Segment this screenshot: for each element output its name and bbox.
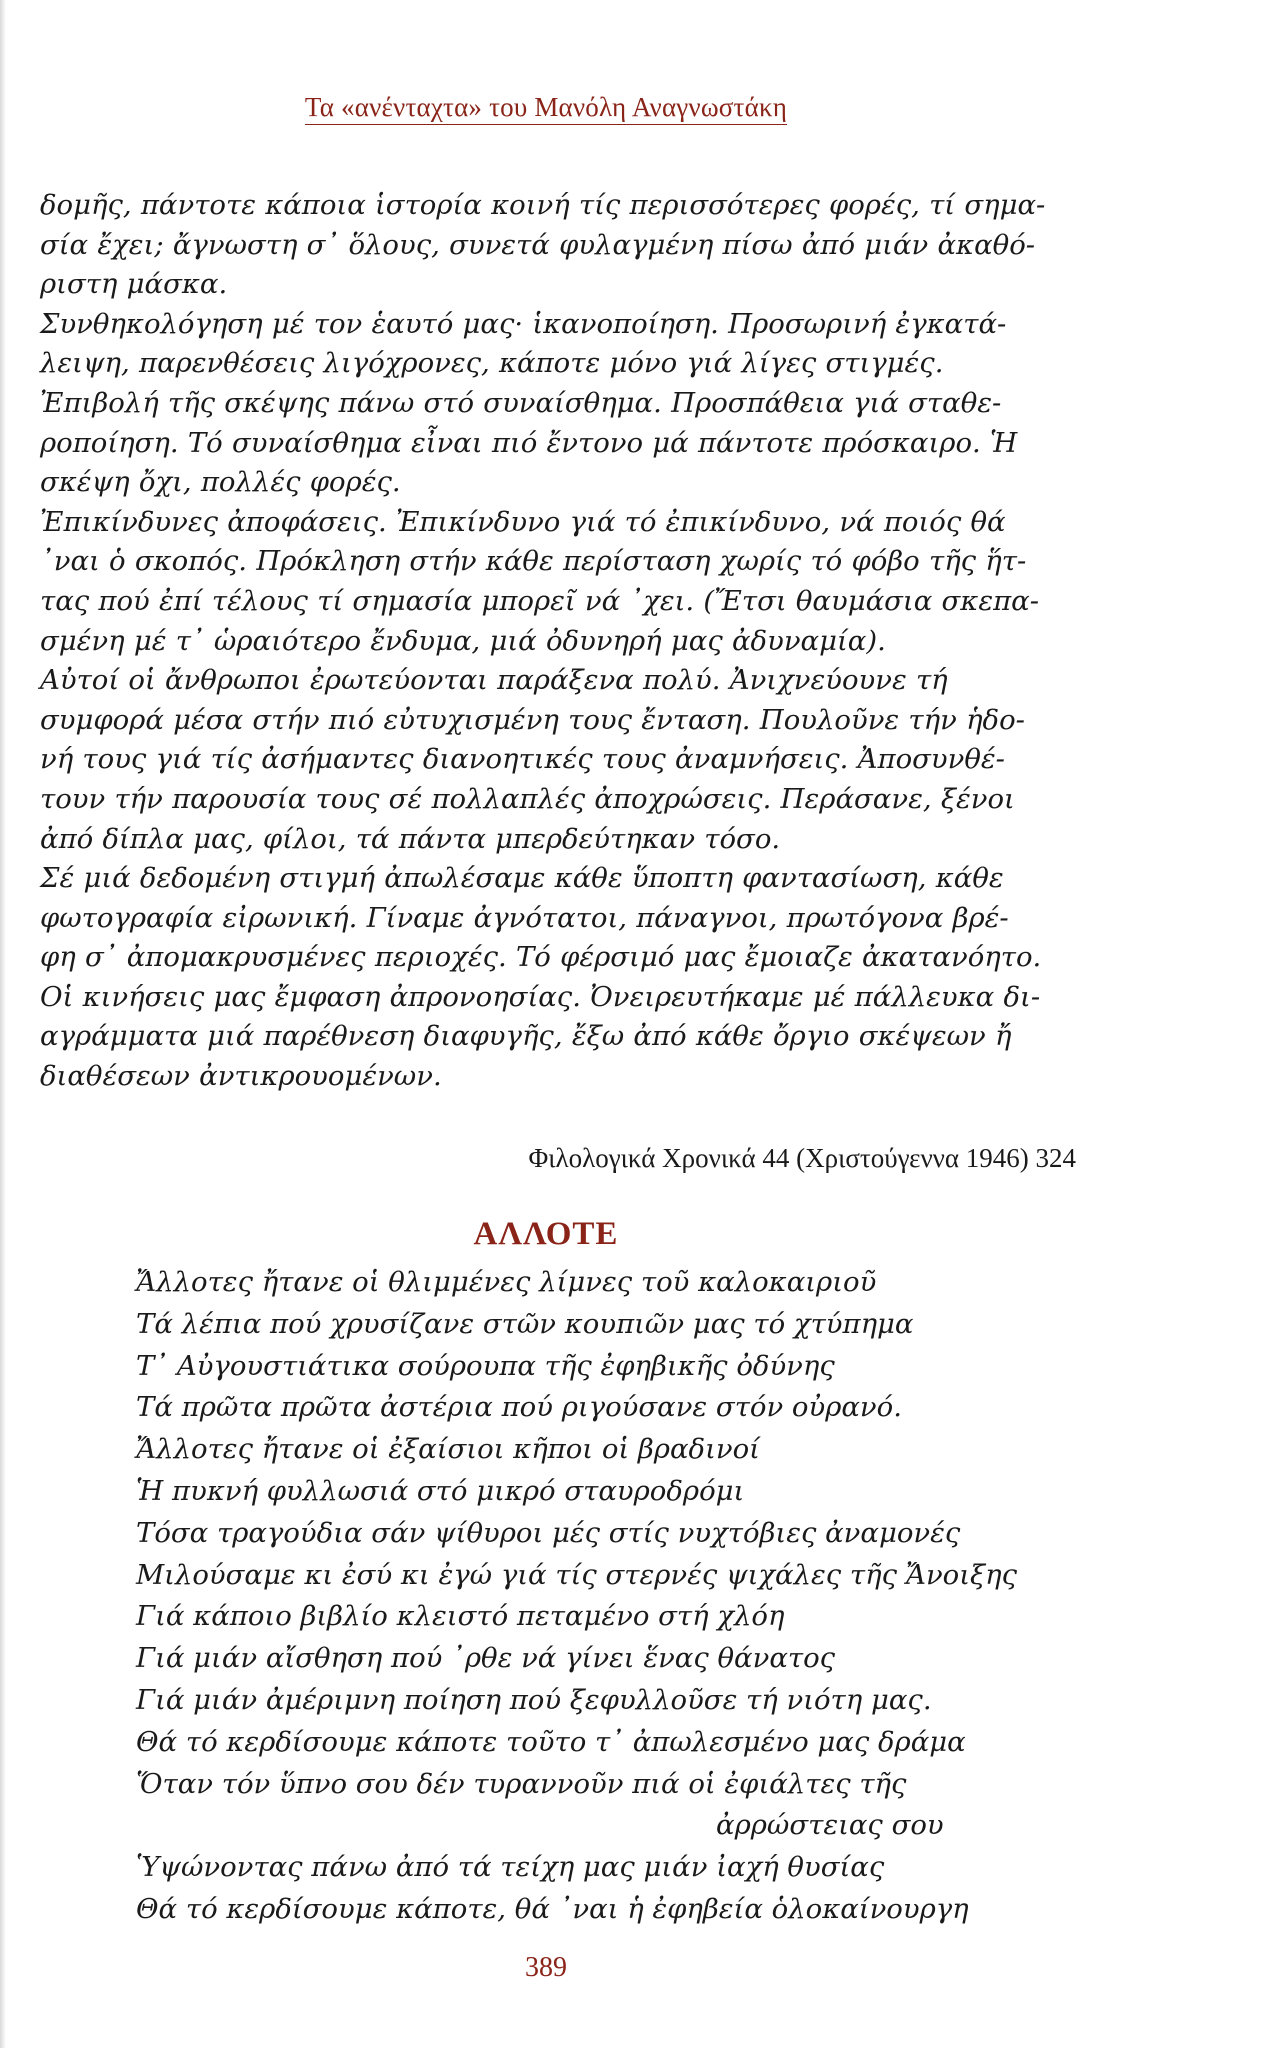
prose-line: Αὐτοί οἱ ἄνθρωποι ἐρωτεύονται παράξενα πολύ. Ἀνιχνεύουνε τή bbox=[40, 664, 948, 697]
prose-line: φωτογραφία εἰρωνική. Γίναμε ἀγνότατοι, πάναγνοι, πρωτόγονα βρέ- bbox=[40, 901, 1009, 934]
source-citation: Φιλολογικά Χρονικά 44 (Χριστούγεννα 1946) 324 bbox=[528, 1143, 1076, 1173]
prose-line: ροποίηση. Τό συναίσθημα εἶναι πιό ἔντονο μά πάντοτε πρόσκαιρο. Ἡ bbox=[40, 426, 1018, 459]
prose-line: τουν τήν παρουσία τους σέ πολλαπλές ἀποχρώσεις. Περάσανε, ξένοι bbox=[40, 782, 1015, 815]
prose-line: τας πού ἐπί τέλους τί σημασία μπορεῖ νά ᾽χει. (Ἔτσι θαυμάσια σκεπα- bbox=[40, 584, 1040, 617]
prose-line: ἀπό δίπλα μας, φίλοι, τά πάντα μπερδεύτηκαν τόσο. bbox=[40, 822, 781, 855]
page-number: 389 bbox=[525, 1952, 567, 1983]
poem-verse: Θά τό κερδίσουμε κάποτε, θά ᾽ναι ἡ ἐφηβεία ὁλοκαίνουργη bbox=[136, 1892, 969, 1925]
prose-line: συμφορά μέσα στήν πιό εὐτυχισμένη τους ἔνταση. Πουλοῦνε τήν ἡδο- bbox=[40, 703, 1025, 736]
poem-verse: Μιλούσαμε κι ἐσύ κι ἐγώ γιά τίς στερνές ψιχάλες τῆς Ἄνοιξης bbox=[136, 1558, 1018, 1591]
running-head-text: Τα «ανένταχτα» του Μανόλη Αναγνωστάκη bbox=[305, 92, 787, 125]
prose-body bbox=[40, 186, 1080, 1097]
prose-line: σία ἔχει; ἄγνωστη σ᾽ ὅλους, συνετά φυλαγμένη πίσω ἀπό μιάν ἀκαθό- bbox=[40, 228, 1036, 261]
prose-line: νή τους γιά τίς ἀσήμαντες διανοητικές τους ἀναμνήσεις. Ἀποσυνθέ- bbox=[40, 743, 1005, 776]
poem-verse: Ἄλλοτες ἤτανε οἱ θλιμμένες λίμνες τοῦ καλοκαιριοῦ bbox=[136, 1266, 877, 1298]
poem-verse: Θά τό κερδίσουμε κάποτε τοῦτο τ᾽ ἀπωλεσμένο μας δράμα bbox=[136, 1725, 966, 1758]
prose-line: Ἐπιβολή τῆς σκέψης πάνω στό συναίσθημα. Προσπάθεια γιά σταθε- bbox=[40, 386, 1002, 419]
prose-line: ᾽ναι ὁ σκοπός. Πρόκληση στήν κάθε περίσταση χωρίς τό φόβο τῆς ἥτ- bbox=[40, 545, 1027, 578]
prose-line: Οἱ κινήσεις μας ἔμφαση ἀπρονοησίας. Ὀνειρευτήκαμε μέ πάλλευκα δι- bbox=[40, 980, 1041, 1013]
prose-line: Ἐπικίνδυνες ἀποφάσεις. Ἐπικίνδυνο γιά τό ἐπικίνδυνο, νά ποιός θά bbox=[40, 505, 1006, 538]
prose-line: σκέψη ὄχι, πολλές φορές. bbox=[40, 466, 401, 499]
poem-verse: Τά πρῶτα πρῶτα ἀστέρια πού ριγούσανε στόν οὐρανό. bbox=[136, 1391, 902, 1424]
prose-line: λειψη, παρενθέσεις λιγόχρονες, κάποτε μόνο γιά λίγες στιγμές. bbox=[40, 347, 944, 380]
poem-title: ΑΛΛΟΤΕ bbox=[473, 1216, 619, 1252]
poem-verse: Ἡ πυκνή φυλλωσιά στό μικρό σταυροδρόμι bbox=[136, 1474, 745, 1507]
page-edge-shadow bbox=[0, 0, 6, 2048]
poem-verse: Ἄλλοτες ἤτανε οἱ ἐξαίσιοι κῆποι οἱ βραδινοί bbox=[136, 1433, 760, 1466]
prose-line: αγράμματα μιά παρέθνεση διαφυγῆς, ἔξω ἀπό κάθε ὄργιο σκέψεων ἤ bbox=[40, 1020, 1012, 1053]
prose-line: δομῆς, πάντοτε κάποια ἱστορία κοινή τίς περισσότερες φορές, τί σημα- bbox=[40, 189, 1046, 221]
poem-verse-continuation: ἀρρώστειας σου bbox=[716, 1809, 944, 1842]
prose-line: ριστη μάσκα. bbox=[40, 268, 228, 301]
prose-line: φη σ᾽ ἀπομακρυσμένες περιοχές. Τό φέρσιμό μας ἔμοιαζε ἀκατανόητο. bbox=[40, 941, 1042, 974]
prose-line: Συνθηκολόγηση μέ τον ἑαυτό μας· ἱκανοποίηση. Προσωρινή ἐγκατά- bbox=[40, 307, 1007, 340]
poem-verse: Γιά κάποιο βιβλίο κλειστό πεταμένο στή χλόη bbox=[136, 1600, 785, 1633]
prose-line: σμένη μέ τ᾽ ὡραιότερο ἔνδυμα, μιά ὀδυνηρή μας ἀδυναμία). bbox=[40, 624, 886, 657]
poem-verse: Γιά μιάν ἀμέριμνη ποίηση πού ξεφυλλοῦσε τή νιότη μας. bbox=[136, 1683, 932, 1716]
poem-body bbox=[136, 1262, 1076, 1931]
poem-verse: Τ᾽ Αὐγουστιάτικα σούρουπα τῆς ἐφηβικῆς ὀδύνης bbox=[136, 1349, 835, 1382]
poem-verse: Τά λέπια πού χρυσίζανε στῶν κουπιῶν μας τό χτύπημα bbox=[136, 1307, 914, 1340]
prose-line: Σέ μιά δεδομένη στιγμή ἀπωλέσαμε κάθε ὕποπτη φαντασίωση, κάθε bbox=[40, 862, 1004, 895]
running-head bbox=[0, 92, 1092, 123]
poem-verse: Ὑψώνοντας πάνω ἀπό τά τείχη μας μιάν ἰαχή θυσίας bbox=[136, 1851, 885, 1884]
poem-verse: Γιά μιάν αἴσθηση πού ᾽ρθε νά γίνει ἕνας θάνατος bbox=[136, 1642, 836, 1675]
poem-verse: Τόσα τραγούδια σάν ψίθυροι μές στίς νυχτόβιες ἀναμονές bbox=[136, 1516, 961, 1549]
poem-verse: Ὅταν τόν ὕπνο σου δέν τυραννοῦν πιά οἱ ἐφιάλτες τῆς bbox=[136, 1767, 907, 1800]
prose-line: διαθέσεων ἀντικρουομένων. bbox=[40, 1060, 442, 1093]
